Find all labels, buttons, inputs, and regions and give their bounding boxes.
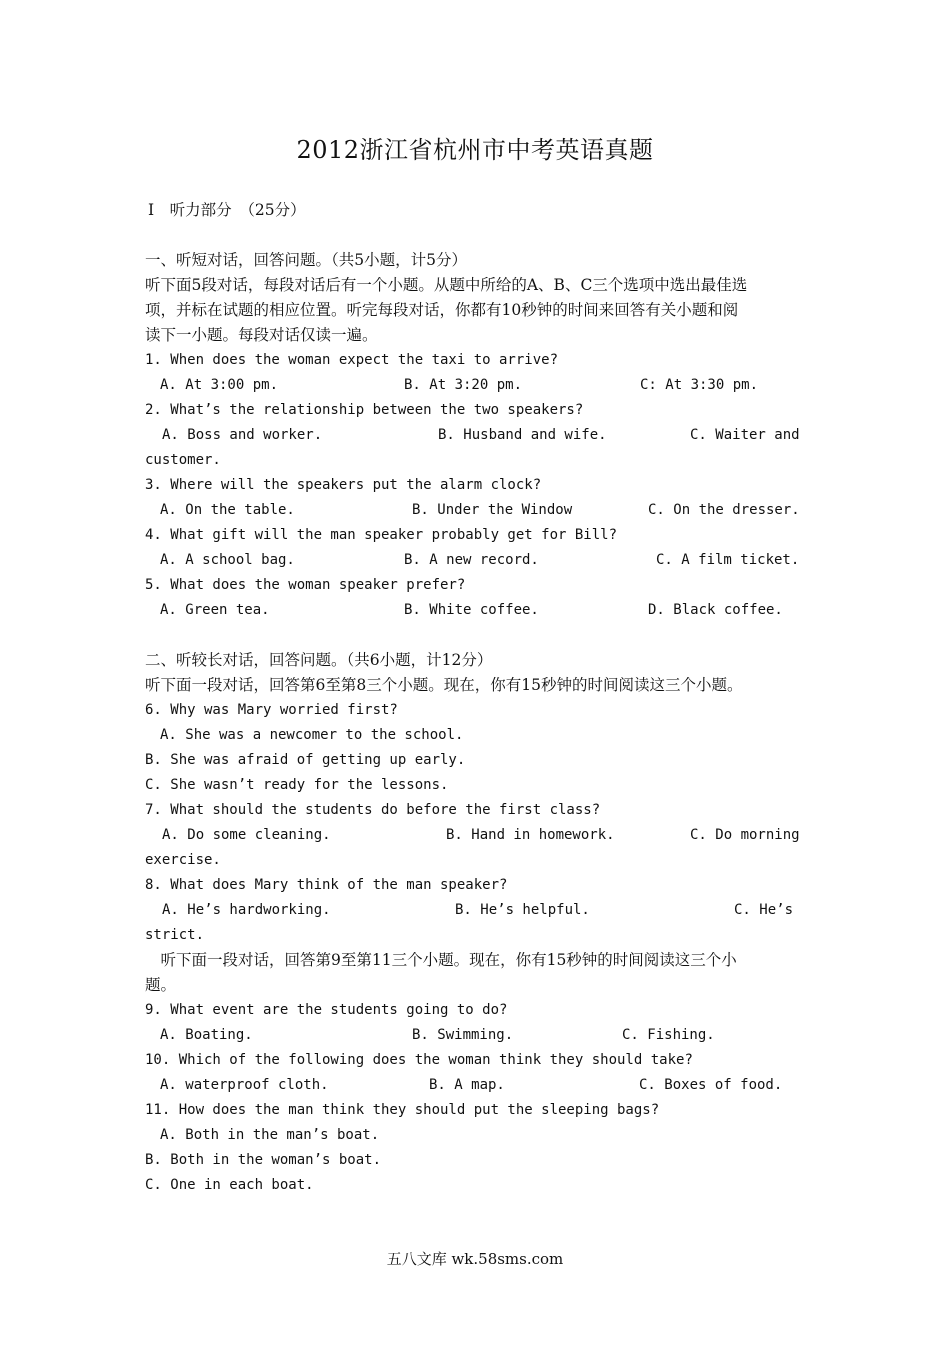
option-continuation: exercise. bbox=[145, 852, 221, 868]
section2-instruction: 听下面一段对话，回答第9至第11三个小题。现在，你有15秒钟的时间阅读这三个小 bbox=[145, 951, 737, 969]
page-title: 2012浙江省杭州市中考英语真题 bbox=[296, 136, 654, 164]
option-a: A. A school bag. bbox=[160, 552, 295, 568]
option-a: A. Boss and worker. bbox=[162, 427, 323, 443]
option-a: A. Boating. bbox=[160, 1027, 253, 1043]
question-4: 4. What gift will the man speaker probably get for Bill? bbox=[145, 527, 618, 543]
option-continuation: strict. bbox=[145, 927, 205, 943]
question-6: 6. Why was Mary worried first? bbox=[145, 702, 398, 718]
question-1: 1. When does the woman expect the taxi to arrive? bbox=[145, 352, 559, 368]
question-7: 7. What should the students do before the first class? bbox=[145, 802, 601, 818]
section1-instruction-line: 听下面5段对话，每段对话后有一个小题。从题中所给的A、B、C三个选项中选出最佳选 bbox=[145, 276, 748, 294]
option-a: A. waterproof cloth. bbox=[160, 1077, 329, 1093]
option-c: C. Waiter and bbox=[690, 427, 800, 443]
option-c: C. One in each boat. bbox=[145, 1177, 314, 1193]
option-b: B. Husband and wife. bbox=[438, 427, 607, 443]
option-b: B. He’s helpful. bbox=[455, 902, 590, 918]
option-a: A. Do some cleaning. bbox=[162, 827, 331, 843]
section1-instruction-line: 项，并标在试题的相应位置。听完每段对话，你都有10秒钟的时间来回答有关小题和阅 bbox=[145, 301, 739, 319]
question-11: 11. How does the man think they should put the sleeping bags? bbox=[145, 1102, 660, 1118]
section2-heading: 二、听较长对话，回答问题。（共6小题，计12分） bbox=[145, 651, 493, 669]
section1-heading: 一、听短对话，回答问题。（共5小题，计5分） bbox=[145, 251, 467, 269]
option-b: B. Swimming. bbox=[412, 1027, 514, 1043]
option-c: C. On the dresser. bbox=[648, 502, 800, 518]
option-a: A. He’s hardworking. bbox=[162, 902, 331, 918]
option-a: A. At 3:00 pm. bbox=[160, 377, 279, 393]
option-b: B. A new record. bbox=[404, 552, 539, 568]
question-8: 8. What does Mary think of the man speaker? bbox=[145, 877, 508, 893]
option-c: C. She wasn’t ready for the lessons. bbox=[145, 777, 449, 793]
option-b: B. At 3:20 pm. bbox=[404, 377, 523, 393]
option-continuation: customer. bbox=[145, 452, 221, 468]
section2-instruction: 题。 bbox=[145, 976, 177, 994]
question-3: 3. Where will the speakers put the alarm clock? bbox=[145, 477, 542, 493]
part-heading: Ⅰ 听力部分 （25分） bbox=[148, 201, 306, 219]
option-a: A. She was a newcomer to the school. bbox=[160, 727, 464, 743]
section1-instruction-line: 读下一小题。每段对话仅读一遍。 bbox=[145, 326, 378, 344]
question-2: 2. What’s the relationship between the two speakers? bbox=[145, 402, 584, 418]
option-c: D. Black coffee. bbox=[648, 602, 783, 618]
option-c: C: At 3:30 pm. bbox=[640, 377, 759, 393]
option-c: C. A film ticket. bbox=[656, 552, 800, 568]
question-5: 5. What does the woman speaker prefer? bbox=[145, 577, 466, 593]
option-c: C. He’s bbox=[734, 902, 794, 918]
option-c: C. Fishing. bbox=[622, 1027, 715, 1043]
option-b: B. Both in the woman’s boat. bbox=[145, 1152, 382, 1168]
option-a: A. Both in the man’s boat. bbox=[160, 1127, 380, 1143]
option-b: B. A map. bbox=[429, 1077, 505, 1093]
option-c: C. Boxes of food. bbox=[639, 1077, 783, 1093]
question-10: 10. Which of the following does the woman think they should take? bbox=[145, 1052, 693, 1068]
option-c: C. Do morning bbox=[690, 827, 800, 843]
option-b: B. Under the Window bbox=[412, 502, 573, 518]
option-b: B. She was afraid of getting up early. bbox=[145, 752, 466, 768]
option-a: A. On the table. bbox=[160, 502, 295, 518]
footer-watermark: 五八文库 wk.58sms.com bbox=[386, 1250, 564, 1268]
option-b: B. White coffee. bbox=[404, 602, 539, 618]
option-b: B. Hand in homework. bbox=[446, 827, 615, 843]
question-9: 9. What event are the students going to do? bbox=[145, 1002, 508, 1018]
option-a: A. Green tea. bbox=[160, 602, 270, 618]
section2-instruction: 听下面一段对话，回答第6至第8三个小题。现在，你有15秒钟的时间阅读这三个小题。 bbox=[145, 676, 743, 694]
